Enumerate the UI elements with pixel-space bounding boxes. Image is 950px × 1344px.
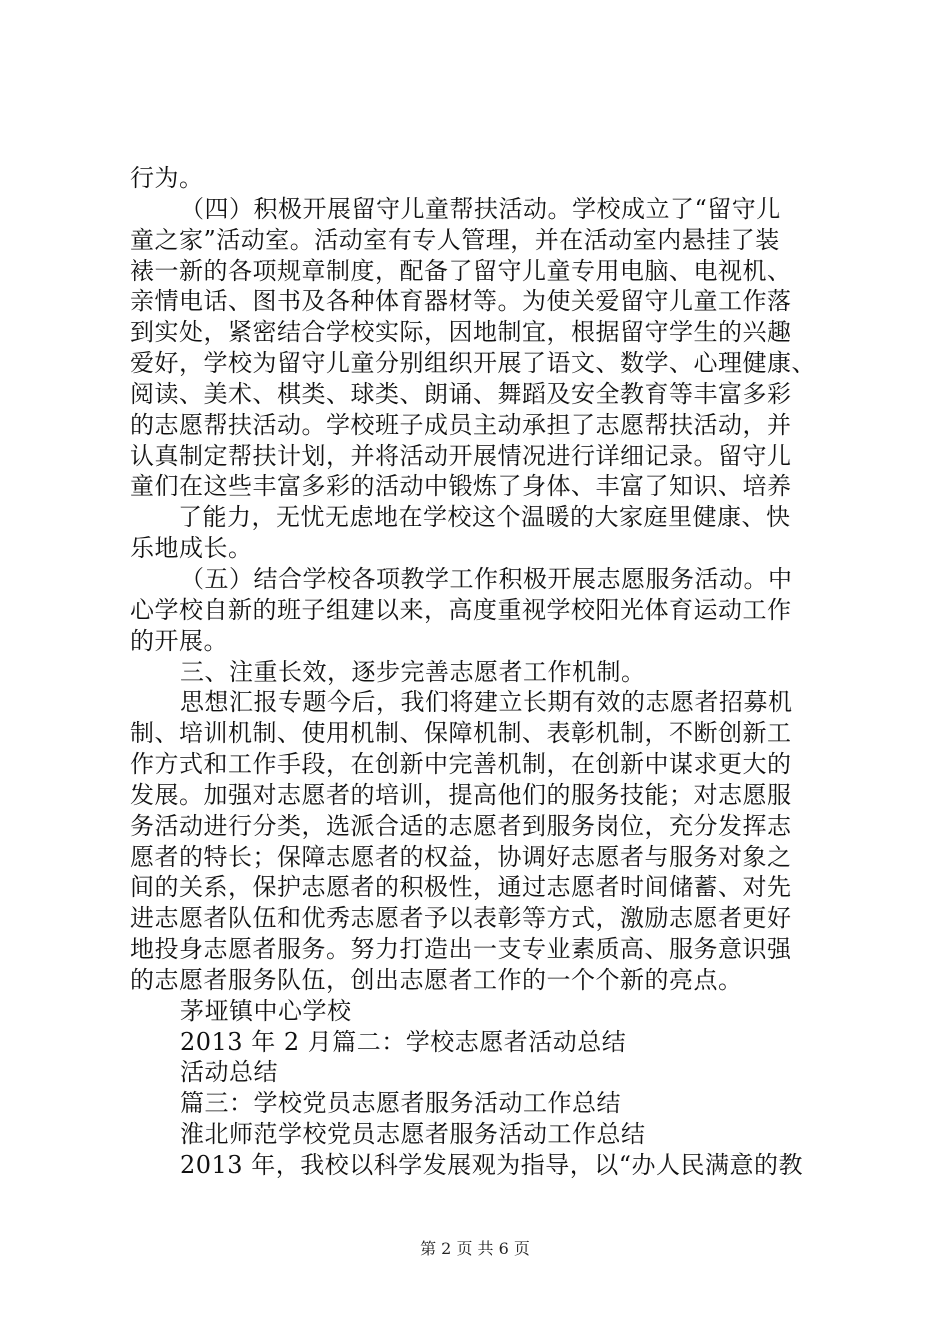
- text-line: 裱一新的各项规章制度，配备了留守儿童专用电脑、电视机、: [130, 257, 792, 285]
- date-line: 2013 年 2 月篇二：学校志愿者活动总结: [180, 1028, 627, 1056]
- text-line: 亲情电话、图书及各种体育器材等。为使关爱留守儿童工作落: [130, 287, 792, 315]
- text-line: 阅读、美术、棋类、球类、朗诵、舞蹈及安全教育等丰富多彩: [130, 380, 792, 408]
- text-line: 了能力，无忧无虑地在学校这个温暖的大家庭里健康、快: [178, 503, 791, 531]
- text-line: 到实处，紧密结合学校实际，因地制宜，根据留守学生的兴趣: [130, 318, 792, 346]
- text-line: 淮北师范学校党员志愿者服务活动工作总结: [180, 1120, 646, 1148]
- text-line: （四）积极开展留守儿童帮扶活动。学校成立了“留守儿: [180, 195, 781, 223]
- signature-line: 茅垭镇中心学校: [180, 997, 352, 1025]
- text-line: 的志愿帮扶活动。学校班子成员主动承担了志愿帮扶活动，并: [130, 411, 792, 439]
- text-line: 作方式和工作手段，在创新中完善机制，在创新中谋求更大的: [130, 750, 792, 778]
- text-line: 的开展。: [130, 627, 228, 655]
- text-line: 地投身志愿者服务。努力打造出一支专业素质高、服务意识强: [130, 935, 792, 963]
- text-line: 活动总结: [180, 1058, 278, 1086]
- text-line: 童之家”活动室。活动室有专人管理，并在活动室内悬挂了装: [130, 226, 780, 254]
- text-line: （五）结合学校各项教学工作积极开展志愿服务活动。中: [180, 565, 793, 593]
- text-line: 的志愿者服务队伍，创出志愿者工作的一个个新的亮点。: [130, 966, 743, 994]
- page-footer: 第 2 页 共 6 页: [420, 1239, 530, 1258]
- text-line: 务活动进行分类，选派合适的志愿者到服务岗位，充分发挥志: [130, 812, 792, 840]
- text-line: 心学校自新的班子组建以来，高度重视学校阳光体育运动工作: [130, 596, 792, 624]
- text-line: 认真制定帮扶计划，并将活动开展情况进行详细记录。留守儿: [130, 442, 792, 470]
- text-line: 爱好，学校为留守儿童分别组织开展了语文、数学、心理健康、: [130, 349, 816, 377]
- text-line: 2013 年，我校以科学发展观为指导，以“办人民满意的教: [180, 1151, 803, 1179]
- text-line: 进志愿者队伍和优秀志愿者予以表彰等方式，激励志愿者更好: [130, 904, 792, 932]
- text-line: 行为。: [130, 164, 204, 192]
- text-line: 篇三：学校党员志愿者服务活动工作总结: [180, 1089, 621, 1117]
- text-line: 童们在这些丰富多彩的活动中锻炼了身体、丰富了知识、培养: [130, 472, 792, 500]
- section-heading: 三、注重长效，逐步完善志愿者工作机制。: [180, 658, 646, 686]
- text-line: 发展。加强对志愿者的培训，提高他们的服务技能；对志愿服: [130, 781, 792, 809]
- text-line: 间的关系，保护志愿者的积极性，通过志愿者时间储蓄、对先: [130, 873, 792, 901]
- text-line: 愿者的特长；保障志愿者的权益，协调好志愿者与服务对象之: [130, 843, 792, 871]
- text-line: 乐地成长。: [130, 534, 253, 562]
- text-line: 制、培训机制、使用机制、保障机制、表彰机制，不断创新工: [130, 719, 792, 747]
- text-line: 思想汇报专题今后，我们将建立长期有效的志愿者招募机: [180, 688, 793, 716]
